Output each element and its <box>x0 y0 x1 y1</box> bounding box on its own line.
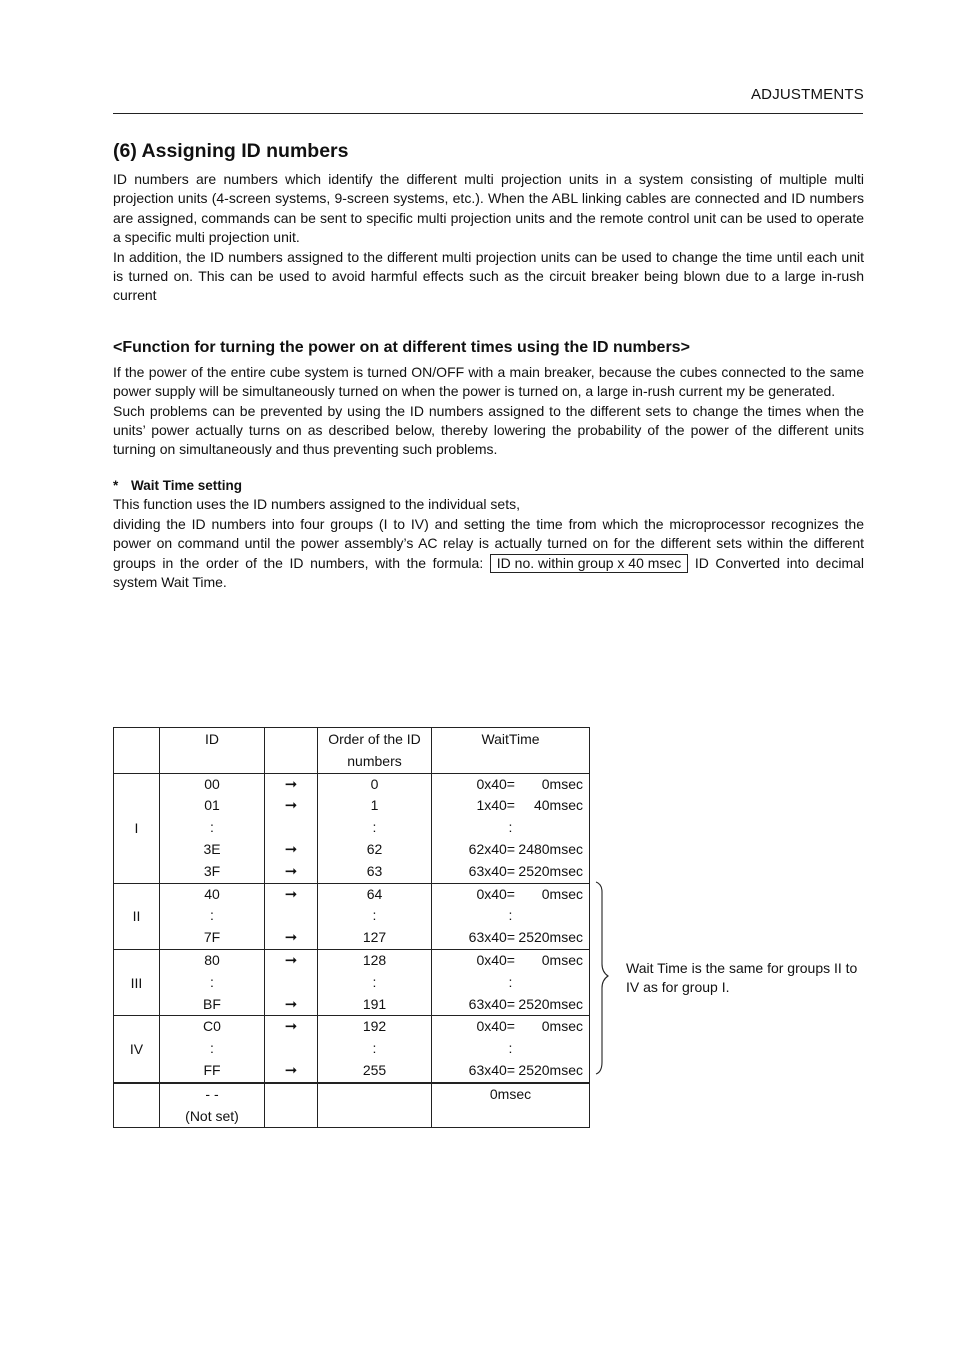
wait-value: 0msec <box>541 1018 583 1035</box>
wait-time-text-after: ID Converted into decimal system Wait Time. <box>113 554 864 590</box>
order-value: : <box>372 907 377 924</box>
id-value: FF <box>203 1061 221 1078</box>
order-value: 127 <box>362 929 387 946</box>
wait-formula: 0x40= <box>476 1018 515 1035</box>
wait-colon: : <box>508 1040 513 1057</box>
id-value: BF <box>203 995 221 1012</box>
wait-formula: 63x40= <box>468 929 515 946</box>
arrow-icon: ➞ <box>284 775 298 793</box>
arrow-icon: ➞ <box>284 1018 298 1036</box>
wait-value: 2520msec <box>518 995 583 1012</box>
arrow-cell-empty <box>265 1083 318 1128</box>
table-row-group-1 <box>114 773 590 883</box>
header-order-cell <box>318 728 432 774</box>
wait-value: 2520msec <box>518 1061 583 1078</box>
arrow-icon: ➞ <box>284 797 298 815</box>
wait-cell <box>432 773 590 883</box>
wait-colon: : <box>508 973 513 990</box>
id-cell <box>160 1016 265 1083</box>
id-value: : <box>210 973 214 990</box>
order-value: 128 <box>362 951 387 968</box>
wait-time-note: Wait Time is the same for groups II to IV as for group I. <box>626 960 858 996</box>
table-row-not-set <box>114 1083 590 1128</box>
wait-value: 0msec <box>541 885 583 902</box>
id-value: C0 <box>203 1018 221 1035</box>
id-value: (Not set) <box>185 1107 239 1124</box>
wait-formula: 0x40= <box>476 775 515 792</box>
header-order-line-1: Order of the ID <box>328 731 421 747</box>
header-arrow-cell <box>265 728 318 774</box>
arrow-icon: ➞ <box>284 995 298 1013</box>
order-cell-empty <box>318 1083 432 1128</box>
arrow-icon: ➞ <box>284 885 298 903</box>
order-value: : <box>372 819 377 836</box>
wait-value: 0msec <box>541 951 583 968</box>
id-value: 40 <box>204 885 220 902</box>
id-cell <box>160 883 265 949</box>
formula-box: ID no. within group x 40 msec <box>490 554 688 573</box>
group-label: III <box>114 949 160 1015</box>
order-cell <box>318 883 432 949</box>
order-value: 255 <box>362 1061 387 1078</box>
order-cell <box>318 949 432 1015</box>
section-header-label: ADJUSTMENTS <box>750 86 864 103</box>
order-value: 1 <box>370 797 379 814</box>
header-id-cell <box>160 728 265 774</box>
wait-colon: : <box>508 819 513 836</box>
wait-value: 2520msec <box>518 929 583 946</box>
wait-formula: 63x40= <box>468 862 515 879</box>
arrow-icon: ➞ <box>284 840 298 858</box>
group-label: IV <box>114 1016 160 1083</box>
function-heading: <Function for turning the power on at different times using the ID numbers> <box>113 338 690 356</box>
header-order-line-2: numbers <box>347 752 402 769</box>
header-rule <box>113 113 863 114</box>
wait-time-line-1: This function uses the ID numbers assigned to the individual sets, <box>113 496 520 513</box>
order-value: 62 <box>366 840 383 857</box>
order-cell <box>318 773 432 883</box>
table-row-group-2 <box>114 883 590 949</box>
wait-time-heading-text: Wait Time setting <box>131 477 243 493</box>
arrow-cell <box>265 949 318 1015</box>
arrow-cell <box>265 773 318 883</box>
wait-formula: 0x40= <box>476 951 515 968</box>
wait-time-text-before: dividing the ID numbers into four groups (I to IV) and setting the time from which the microprocessor recognizes the power on command until the power assembly’s AC relay is actually turned on for the different sets within the different groups in the order of the ID numbers, with the formula: <box>113 515 864 571</box>
arrow-icon: ➞ <box>284 929 298 947</box>
table-row-group-4 <box>114 1016 590 1083</box>
header-id: ID <box>205 731 219 747</box>
id-value: : <box>210 1040 214 1057</box>
wait-formula: 1x40= <box>476 797 515 814</box>
section-title: (6) Assigning ID numbers <box>113 140 349 162</box>
wait-cell <box>432 949 590 1015</box>
wait-value: 40msec <box>533 797 583 814</box>
id-value: 01 <box>204 797 220 814</box>
id-cell <box>160 949 265 1015</box>
id-cell <box>160 1083 265 1128</box>
wait-formula: 62x40= <box>468 840 515 857</box>
arrow-icon: ➞ <box>284 862 298 880</box>
wait-value: 0msec <box>541 775 583 792</box>
order-value: 63 <box>366 862 383 879</box>
id-value: 3E <box>203 840 221 857</box>
order-value: : <box>372 973 377 990</box>
table-header-row <box>114 728 590 774</box>
order-value: : <box>372 1040 377 1057</box>
order-cell <box>318 1016 432 1083</box>
id-value: 00 <box>204 775 220 792</box>
id-wait-time-table <box>113 727 590 1128</box>
order-value: 192 <box>362 1018 387 1035</box>
id-value: 7F <box>203 929 221 946</box>
id-value: : <box>210 819 214 836</box>
group-label: I <box>114 773 160 883</box>
id-value: : <box>210 907 214 924</box>
intro-paragraph-2: In addition, the ID numbers assigned to the different multi projection units can be used to change the time until each unit is turned on. This can be used to avoid harmful effects such as the circuit breaker being blown due to a large in-rush current <box>113 248 864 304</box>
order-value: 0 <box>370 775 379 792</box>
wait-value: 2480msec <box>518 840 583 857</box>
id-cell <box>160 773 265 883</box>
wait-value: 0msec <box>489 1085 532 1102</box>
wait-cell <box>432 1083 590 1128</box>
wait-time-description <box>113 515 864 593</box>
table-row-group-3 <box>114 949 590 1015</box>
intro-paragraph-1: ID numbers are numbers which identify the different multi projection units in a system consisting of multiple multi projection units (4-screen systems, 9-screen systems, etc.). When the ABL linking cables are connected and ID numbers are assigned, commands can be sent to specific multi projection units and the remote control unit can be used to operate a specific multi projection unit. <box>113 171 864 246</box>
header-wait-cell <box>432 728 590 774</box>
wait-formula: 0x40= <box>476 885 515 902</box>
wait-value: 2520msec <box>518 862 583 879</box>
arrow-icon: ➞ <box>284 1061 298 1079</box>
function-paragraph-2: Such problems can be prevented by using the ID numbers assigned to the different sets to change the times when the units’ power actually turns on as described below, thereby lowering the probability of the power of the different units turning on simultaneously and thus preventing such problems. <box>113 402 864 458</box>
bullet-star: * <box>113 477 119 493</box>
wait-cell <box>432 883 590 949</box>
wait-colon: : <box>508 907 513 924</box>
id-value: 80 <box>204 951 220 968</box>
arrow-icon: ➞ <box>284 951 298 969</box>
header-wait: WaitTime <box>481 731 540 747</box>
right-brace-icon <box>594 880 610 1076</box>
wait-formula: 63x40= <box>468 995 515 1012</box>
order-value: 191 <box>362 995 387 1012</box>
wait-time-heading <box>113 476 864 495</box>
arrow-cell <box>265 883 318 949</box>
wait-formula: 63x40= <box>468 1061 515 1078</box>
id-value: - - <box>205 1085 219 1102</box>
group-label-empty <box>114 1083 160 1128</box>
page-content <box>113 138 864 592</box>
order-value: 64 <box>366 885 383 902</box>
function-paragraph-1: If the power of the entire cube system is turned ON/OFF with a main breaker, because the cubes connected to the same power supply will be simultaneously turned on when the power is turned on, a large in-rush current my be generated. <box>113 363 864 400</box>
id-value: 3F <box>203 862 221 879</box>
header-group-cell <box>114 728 160 774</box>
wait-cell <box>432 1016 590 1083</box>
group-label: II <box>114 883 160 949</box>
arrow-cell <box>265 1016 318 1083</box>
